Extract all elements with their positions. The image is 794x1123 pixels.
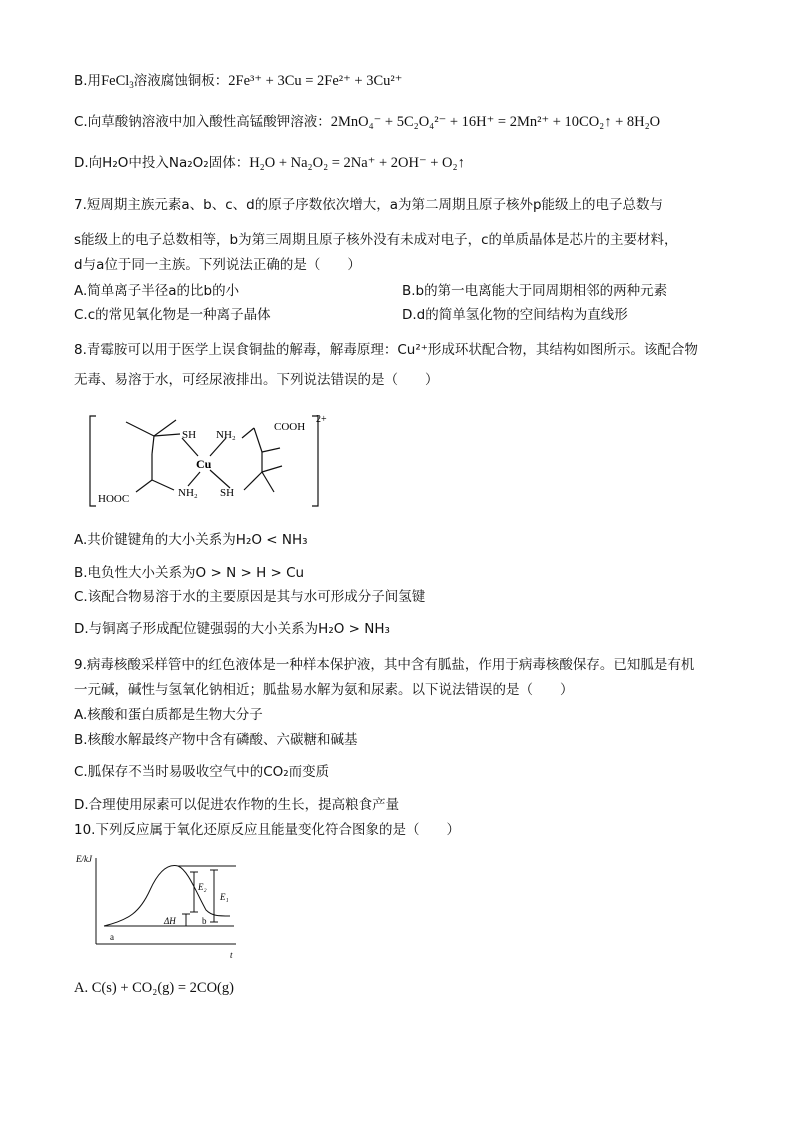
q6-option-b-mid: 溶液腐蚀铜板： [133, 73, 229, 89]
q7-stem-line1: 7.短周期主族元素a、b、c、d的原子序数依次增大，a为第二周期且原子核外p能级上的电子总数与 [74, 197, 664, 213]
q8-option-d: D.与铜离子形成配位键强弱的大小关系为H₂O > NH₃ [74, 621, 390, 637]
q8-stem-line2: 无毒、易溶于水，可经尿液排出。下列说法错误的是（ ） [74, 372, 439, 388]
q9-option-b: B.核酸水解最终产物中含有磷酸、六碳糖和碱基 [74, 732, 358, 748]
q6-option-d-equation: H₂O + Na₂O₂ = 2Na⁺ + 2OH⁻ + O₂↑ [249, 155, 465, 171]
q7-stem-line2: s能级上的电子总数相等，b为第三周期且原子核外没有未成对电子，c的单质晶体是芯片的主要材料， [74, 232, 678, 248]
nh2-label-1: NH₂ [216, 429, 236, 441]
charge-label: 2+ [316, 414, 327, 425]
copper-complex-structure [86, 412, 336, 512]
e2-label: E₂ [198, 882, 207, 892]
q9-option-d: D.合理使用尿素可以促进农作物的生长，提高粮食产量 [74, 797, 400, 813]
x-axis-label: t [230, 950, 233, 960]
q8-option-a: A.共价键键角的大小关系为H₂O < NH₃ [74, 532, 308, 548]
sh-label-1: SH [182, 429, 197, 441]
cooh-label: COOH [274, 421, 306, 433]
q8-option-c: C.该配合物易溶于水的主要原因是其与水可形成分子间氢键 [74, 589, 426, 605]
q7-stem-line3: d与a位于同一主族。下列说法正确的是（ ） [74, 257, 361, 273]
q6-option-b-formula: FeCl$_3$ [101, 73, 134, 90]
e1-label: E₁ [220, 892, 229, 902]
sh-label-2: SH [220, 487, 235, 499]
energy-diagram [74, 850, 244, 962]
cu-label: Cu [196, 457, 212, 471]
q6-option-c [74, 113, 660, 131]
q7-option-c: C.c的常见氧化物是一种离子晶体 [74, 307, 271, 323]
q9-stem-line2: 一元碱，碱性与氢氧化钠相近；胍盐易水解为氨和尿素。以下说法错误的是（ ） [74, 682, 574, 698]
q9-option-c: C.胍保存不当时易吸收空气中的CO₂而变质 [74, 764, 330, 780]
q10-option-a: A. C(s) + CO₂(g) = 2CO(g) [74, 980, 234, 996]
y-axis-label: E/kJ [76, 854, 92, 864]
q8-option-b: B.电负性大小关系为O > N > H > Cu [74, 565, 305, 581]
q7-option-b: B.b的第一电离能大于同周期相邻的两种元素 [402, 283, 668, 299]
q6-option-d-prefix: D.向H₂O中投入Na₂O₂固体： [74, 155, 250, 171]
q10-stem: 10.下列反应属于氧化还原反应且能量变化符合图象的是（ ） [74, 822, 460, 838]
nh2-label-2: NH₂ [178, 487, 198, 499]
b-label: b [202, 916, 207, 926]
q7-option-a: A.简单离子半径a的比b的小 [74, 283, 240, 299]
q7-option-d: D.d的简单氢化物的空间结构为直线形 [402, 307, 628, 323]
q8-stem-line1: 8.青霉胺可以用于医学上误食铜盐的解毒，解毒原理：Cu²⁺形成环状配合物，其结构如图所示。该配合物 [74, 342, 698, 358]
q6-option-c-prefix: C.向草酸钠溶液中加入酸性高锰酸钾溶液： [74, 114, 331, 130]
hooc-label: HOOC [98, 493, 130, 505]
q6-option-b-equation: 2Fe³⁺ + 3Cu = 2Fe²⁺ + 3Cu²⁺ [228, 73, 403, 89]
q6-option-b [74, 72, 402, 90]
q9-option-a: A.核酸和蛋白质都是生物大分子 [74, 707, 263, 723]
q6-option-d [74, 154, 465, 172]
delta-h-label: ΔH [164, 916, 176, 926]
a-label: a [110, 932, 114, 942]
q6-option-b-prefix: B.用 [74, 73, 102, 89]
q6-option-c-equation: 2MnO₄⁻ + 5C₂O₄²⁻ + 16H⁺ = 2Mn²⁺ + 10CO₂↑ + 8H₂O [330, 114, 661, 130]
q9-stem-line1: 9.病毒核酸采样管中的红色液体是一种样本保护液，其中含有胍盐，作用于病毒核酸保存。已知胍是有机 [74, 657, 695, 673]
